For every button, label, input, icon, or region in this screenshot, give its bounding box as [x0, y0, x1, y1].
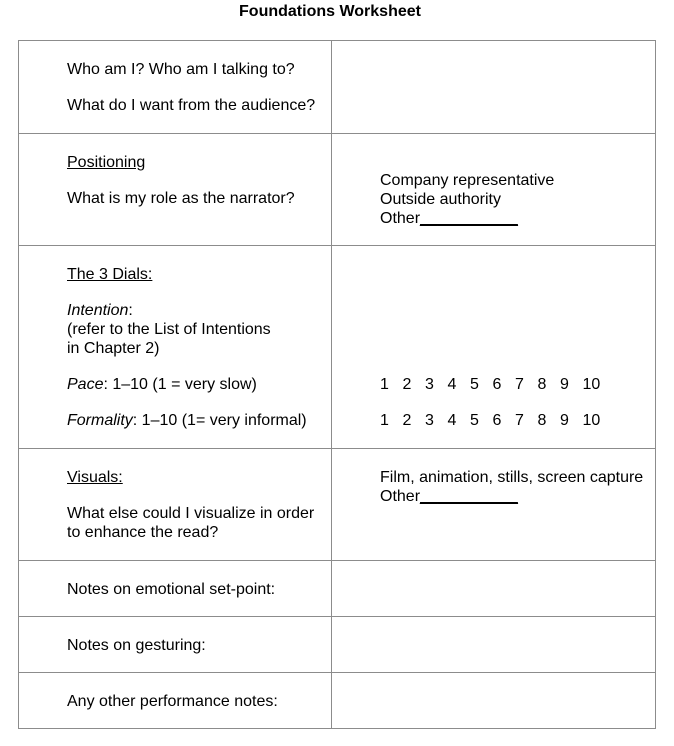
question-who-am-i: Who am I? Who am I talking to?: [67, 61, 295, 78]
option-other-label: Other: [380, 210, 421, 227]
pace-scale-7[interactable]: 7: [515, 376, 524, 393]
row-dials: [19, 246, 656, 449]
row-other-notes-label-cell: [19, 673, 332, 729]
worksheet-title: Foundations Worksheet: [239, 3, 421, 20]
row-gesturing-answer[interactable]: [332, 617, 656, 673]
formality-scale-1[interactable]: 1: [380, 412, 389, 429]
pace-scale-3[interactable]: 3: [425, 376, 434, 393]
intention-colon: :: [128, 302, 133, 319]
formality-line: [67, 411, 331, 430]
pace-scale-5[interactable]: 5: [470, 376, 479, 393]
worksheet-table: [18, 40, 656, 729]
intention-note-1: (refer to the List of Intentions: [67, 321, 271, 338]
option-media-types[interactable]: Film, animation, stills, screen capture: [380, 469, 644, 486]
option-company-representative[interactable]: Company representative: [380, 172, 555, 189]
row-dials-answer: [332, 246, 656, 449]
row-visuals-answer: [332, 449, 656, 561]
row-dials-questions: [19, 246, 332, 449]
pace-scale-4[interactable]: 4: [447, 376, 457, 393]
row-emotional-answer[interactable]: [332, 561, 656, 617]
row-emotional-label-cell: [19, 561, 332, 617]
pace-scale-1[interactable]: 1: [380, 376, 389, 393]
formality-scale: [380, 411, 655, 430]
pace-text: : 1–10 (1 = very slow): [103, 376, 257, 393]
positioning-heading: Positioning: [67, 154, 146, 171]
formality-scale-8[interactable]: 8: [537, 412, 547, 429]
formality-label: Formality: [67, 412, 133, 429]
option-visuals-other[interactable]: [380, 487, 655, 506]
row-visuals-questions: [19, 449, 332, 561]
row-gesturing: [19, 617, 656, 673]
visuals-other-blank: ___________: [420, 488, 518, 505]
option-outside-authority[interactable]: Outside authority: [380, 191, 501, 208]
row-other-notes-answer[interactable]: [332, 673, 656, 729]
row-audience-answer[interactable]: [332, 41, 656, 134]
row-positioning-questions: [19, 134, 332, 246]
pace-scale-9[interactable]: 9: [560, 376, 569, 393]
pace-scale-6[interactable]: 6: [492, 376, 502, 393]
question-what-do-i-want: What do I want from the audience?: [67, 97, 316, 114]
pace-scale-2[interactable]: 2: [402, 376, 412, 393]
formality-scale-4[interactable]: 4: [447, 412, 457, 429]
pace-line: [67, 375, 331, 394]
other-performance-notes-label: Any other performance notes:: [67, 693, 278, 710]
formality-scale-7[interactable]: 7: [515, 412, 524, 429]
row-positioning-answer: [332, 134, 656, 246]
formality-scale-6[interactable]: 6: [492, 412, 502, 429]
row-positioning: [19, 134, 656, 246]
visuals-question-1: What else could I visualize in order: [67, 505, 315, 522]
visuals-heading: Visuals:: [67, 469, 123, 486]
pace-scale-10[interactable]: 10: [582, 376, 601, 393]
gesturing-label: Notes on gesturing:: [67, 637, 206, 654]
row-audience-questions: [19, 41, 332, 134]
pace-label: Pace: [67, 376, 104, 393]
question-narrator-role: What is my role as the narrator?: [67, 190, 295, 207]
option-other[interactable]: [380, 209, 655, 228]
dials-heading: The 3 Dials:: [67, 266, 153, 283]
emotional-setpoint-label: Notes on emotional set-point:: [67, 581, 276, 598]
other-blank: ___________: [420, 210, 518, 227]
row-emotional: [19, 561, 656, 617]
row-visuals: [19, 449, 656, 561]
visuals-question-2: to enhance the read?: [67, 524, 219, 541]
row-gesturing-label-cell: [19, 617, 332, 673]
formality-scale-2[interactable]: 2: [402, 412, 412, 429]
intention-note-2: in Chapter 2): [67, 340, 160, 357]
row-other-notes: [19, 673, 656, 729]
formality-scale-10[interactable]: 10: [582, 412, 601, 429]
formality-scale-9[interactable]: 9: [560, 412, 569, 429]
option-visuals-other-label: Other: [380, 488, 421, 505]
intention-line: [67, 301, 331, 320]
formality-text: : 1–10 (1= very informal): [132, 412, 307, 429]
pace-scale-8[interactable]: 8: [537, 376, 547, 393]
row-audience: [19, 41, 656, 134]
intention-label: Intention: [67, 302, 129, 319]
pace-scale: [380, 375, 655, 394]
formality-scale-5[interactable]: 5: [470, 412, 479, 429]
formality-scale-3[interactable]: 3: [425, 412, 434, 429]
